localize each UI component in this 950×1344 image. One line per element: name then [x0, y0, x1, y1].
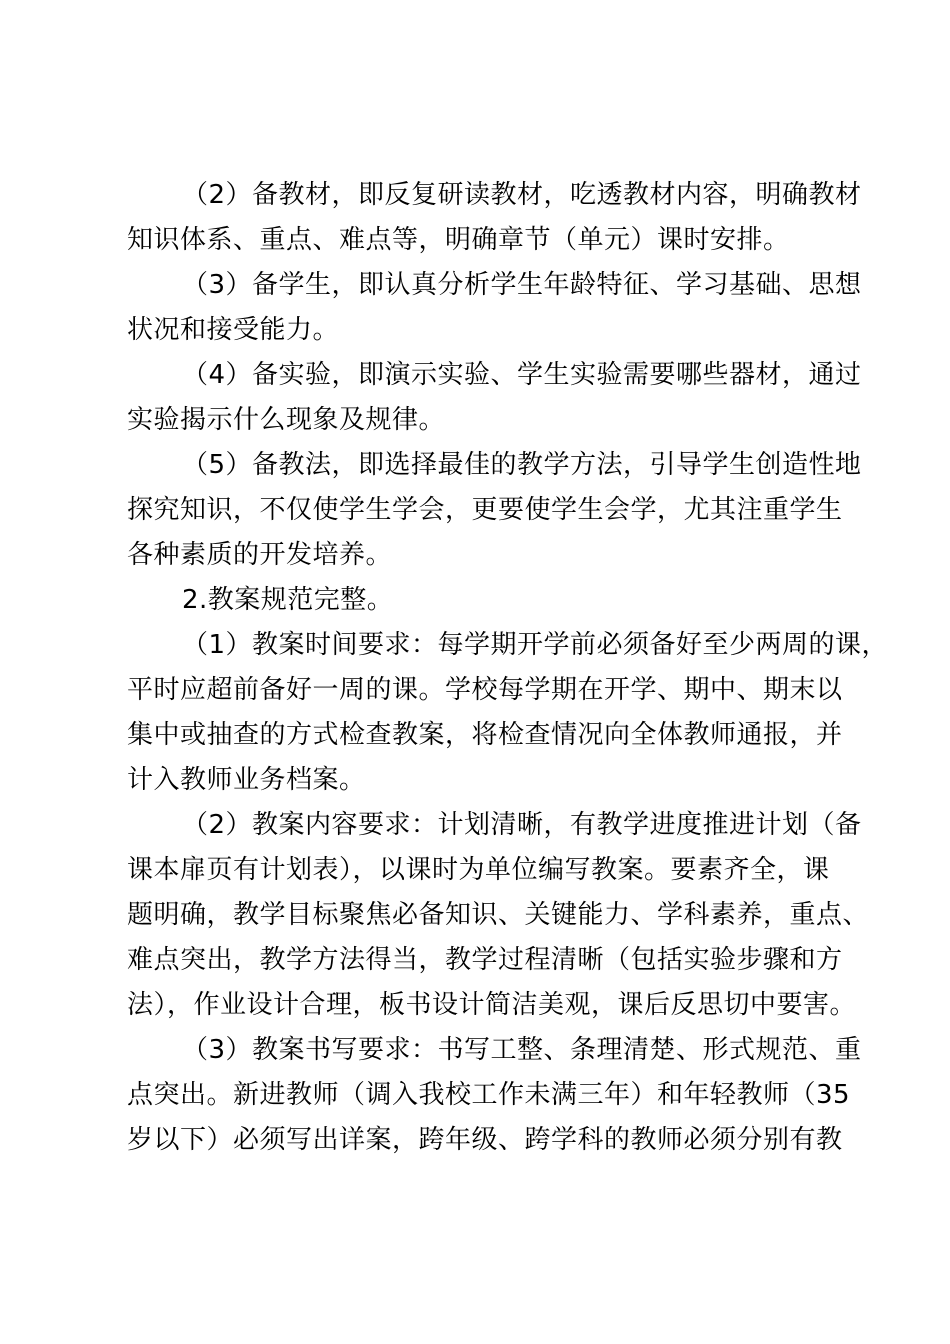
section-heading: 2.教案规范完整。 — [182, 585, 394, 615]
text-line: （1）教案时间要求：每学期开学前必须备好至少两周的课， — [182, 630, 889, 660]
text-line: （3）备学生，即认真分析学生年龄特征、学习基础、思想 — [182, 270, 862, 300]
text-line: 课本扉页有计划表），以课时为单位编写教案。要素齐全，课 — [127, 855, 830, 885]
text-line: 计入教师业务档案。 — [127, 765, 366, 795]
text-line: 点突出。新进教师（调入我校工作未满三年）和年轻教师（35 — [127, 1080, 851, 1110]
text-line: （5）备教法，即选择最佳的教学方法，引导学生创造性地 — [182, 450, 862, 480]
text-line: 法），作业设计合理，板书设计简洁美观，课后反思切中要害。 — [127, 990, 857, 1020]
text-line: （2）教案内容要求：计划清晰，有教学进度推进计划（备 — [182, 810, 862, 840]
text-line: 题明确，教学目标聚焦必备知识、关键能力、学科素养，重点、 — [127, 900, 870, 930]
text-line: 状况和接受能力。 — [127, 315, 340, 345]
text-line: 探究知识，不仅使学生学会，更要使学生会学，尤其注重学生 — [127, 495, 843, 525]
text-line: （4）备实验，即演示实验、学生实验需要哪些器材，通过 — [182, 360, 862, 390]
text-line: （3）教案书写要求：书写工整、条理清楚、形式规范、重 — [182, 1035, 862, 1065]
text-line: 岁以下）必须写出详案，跨年级、跨学科的教师必须分别有教 — [127, 1125, 843, 1155]
text-line: 集中或抽查的方式检查教案，将检查情况向全体教师通报，并 — [127, 720, 843, 750]
text-line: 各种素质的开发培养。 — [127, 540, 393, 570]
text-line: 实验揭示什么现象及规律。 — [127, 405, 446, 435]
text-line: 难点突出，教学方法得当，教学过程清晰（包括实验步骤和方 — [127, 945, 843, 975]
text-line: 平时应超前备好一周的课。学校每学期在开学、期中、期末以 — [127, 675, 843, 705]
text-line: （2）备教材，即反复研读教材，吃透教材内容，明确教材 — [182, 180, 862, 210]
text-line: 知识体系、重点、难点等，明确章节（单元）课时安排。 — [127, 225, 790, 255]
